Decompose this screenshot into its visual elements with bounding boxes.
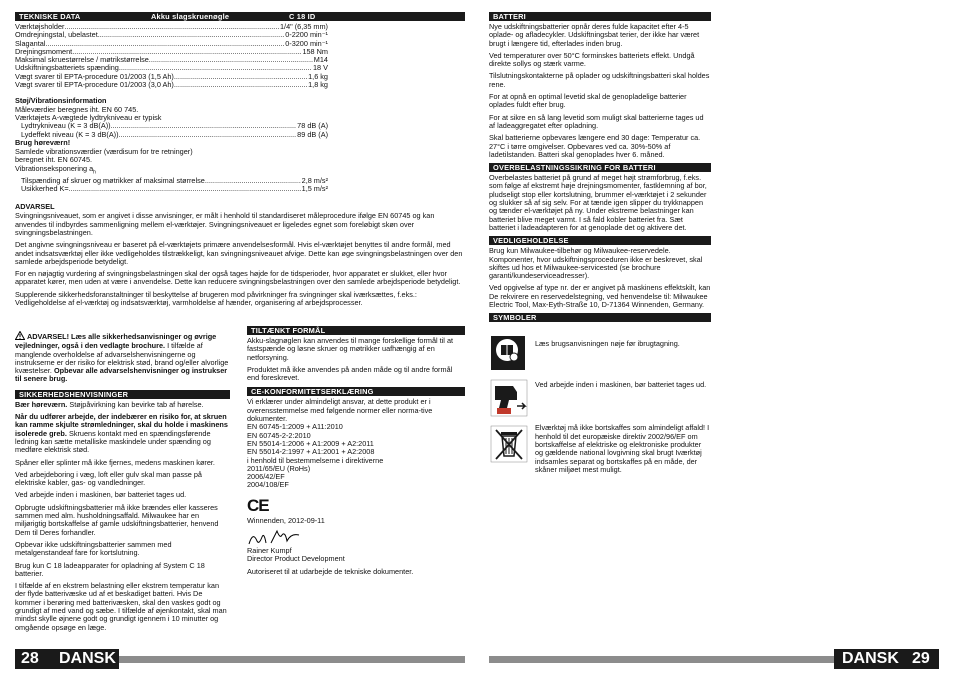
leader-dots: [69, 185, 301, 193]
ce-standard-line: 2006/42/EF: [247, 472, 285, 482]
advarsel-section: [15, 203, 465, 307]
spec-value: 0-2200 min⁻¹: [285, 31, 328, 40]
vibration-label: Vibrationseksponering a: [15, 163, 94, 173]
warning-bold-2: Opbevar alle advarselshenvisninger og instrukser til senere brug.: [15, 366, 228, 384]
safety-p6: Opbrugte udskiftningsbatterier må ikke brændes eller kasseres sammen med alm. husholdningsaffald. Milwaukee har en miljørigtig bortskaffelse af gamle udskiftningsbatterier, henvend Dem til Deres forhandler.: [15, 502, 219, 537]
noise-title: Støj/Vibrationsinformation: [15, 96, 107, 106]
weee-crossed-bin-icon: [489, 424, 529, 464]
leader-dots: [174, 81, 307, 89]
safety-p2: [15, 413, 230, 454]
spec-label: Omdrejningstal, ubelastet: [15, 31, 98, 40]
maintenance-p2: Ved opgivelse af type nr. der er angivet på maskinens effektskilt, kan De rekvirere en reservedelstegning, ved henvendelse til: Milwaukee Electric Tool, Max-Eyth-Straße 10, D-71364 Winnenden, Germany.: [489, 283, 711, 310]
safety-p7: Opbevar ikke udskiftningsbatterier sammen med metalgenstandeaf fare for kortslutning.: [15, 539, 172, 558]
left-column-1: [15, 331, 230, 636]
leader-dots: [149, 56, 313, 64]
spec-row: [15, 23, 328, 31]
spec-label: Vægt svarer til EPTA-procedure 01/2003 (1,5 Ah): [15, 72, 174, 81]
overload-header: OVERBELASTNINGSSIKRING FOR BATTERI: [489, 163, 711, 172]
spec-value: M14: [313, 56, 328, 65]
tech-data-model: C 18 ID: [289, 12, 316, 21]
symbols-header: SYMBOLER: [489, 313, 711, 322]
spec-label: Drejningsmoment: [15, 47, 73, 56]
read-manual-icon: [489, 332, 529, 372]
ce-place-date: Winnenden, 2012-09-11: [247, 515, 325, 525]
ce-authorized: Autoriseret til at udarbejde de tekniske dokumenter.: [247, 566, 414, 576]
leader-dots: [119, 64, 312, 72]
right-footer: [834, 649, 939, 669]
left-column-2: [247, 326, 465, 576]
spec-value: 1,6 kg: [308, 72, 328, 81]
vibration-line-2: beregnet iht. EN 60745.: [15, 155, 93, 165]
ce-standard-line: EN 60745-1:2009 + A11:2010: [247, 422, 343, 432]
spec-label: Værktøjsholder: [15, 23, 65, 31]
spec-row: [15, 81, 328, 89]
general-warning: [15, 331, 230, 384]
safety-p3: Spåner eller splinter må ikke fjernes, medens maskinen kører.: [15, 457, 215, 467]
symbol-row: [489, 332, 711, 372]
tech-data-title: TEKNISKE DATA: [19, 12, 81, 21]
safety-p8: Brug kun C 18 ladeapparater for opladning af System C 18 batterier.: [15, 560, 205, 578]
right-column: [489, 12, 711, 480]
advarsel-p3: For en nøjagtig vurdering af svingningsbelastningen skal der også tages højde for de tidsperioder, hvor apparatet er slukket, eller hvor apparatet kører, men uden at være i anvendelse. Dette kan reducere svingningsbelastningen over den samlede arbejdsperiode betydeligt.: [15, 269, 461, 287]
battery-header: BATTERI: [489, 12, 711, 21]
ce-standard-line: i henhold til bestemmelserne i direktiverne: [247, 455, 384, 465]
symbol-row: [489, 378, 711, 418]
spec-row: [15, 31, 328, 39]
intended-use-header: TILTÆNKT FORMÅL: [247, 326, 465, 335]
leader-dots: [111, 122, 297, 130]
safety-p1-bold: Bær høreværn.: [15, 399, 68, 409]
noise-line-2: Værktøjets A-vægtede lydtrykniveau er typisk: [15, 112, 162, 122]
left-language: DANSK: [59, 650, 116, 667]
spec-label: Vægt svarer til EPTA-procedure 01/2003 (3,0 Ah): [15, 81, 174, 90]
spec-label: Slagantal: [15, 39, 46, 48]
safety-p4: Ved arbejdeboring i væg, loft eller gulv skal man passe på elektriske kabler, gas- og vandledninger.: [15, 469, 202, 488]
noise-section: [15, 97, 328, 193]
spec-value: 1,8 kg: [308, 81, 328, 90]
vibration-subscript: h: [93, 169, 96, 176]
spec-row: [21, 122, 328, 130]
signer-name: Rainer Kumpf: [247, 546, 292, 556]
advarsel-p2: Det angivne svingningsniveau er baseret på el-værktøjets primære anvendelsesformål. Hvis el-værktøjet benyttes til andre formål, med andet indsatsværktøj eller ikke vedligeholdes tilstrækkeligt, kan svingningsniveauet afvige. Dette kan øge svingningsbelastningen over den samlede arbejdsperiode betydeligt.: [15, 240, 463, 266]
spec-label: Udskiftningsbatteriets spænding: [15, 64, 119, 73]
spec-value: 89 dB (A): [297, 130, 328, 139]
safety-p1: [15, 401, 230, 409]
safety-p2-bold: Når du udfører arbejde, der indebærer en risiko for, at skruen kan ramme skjulte strømledninger, skal du holde i maskinens isolerede greb.: [15, 412, 228, 438]
tech-data-header: [15, 12, 465, 21]
symbol-text: Elværktøj må ikke bortskaffes som almindeligt affald! I henhold til det europæiske direktiv 2002/96/EF om bortskaffelse af elektriske og elektroniske produkter og gældende national lovgivning skal brugt Iværktøj indsamles separat og bortskaffes på en måde, der skåner miljøet mest muligt.: [535, 423, 710, 474]
symbol-row: [489, 424, 711, 474]
battery-paragraph: Tilslutningskontakterne på oplader og udskiftningsbatteri skal holdes rene.: [489, 71, 710, 89]
symbol-text: Ved arbejde inden i maskinen, bør batteriet tages ud.: [535, 380, 707, 390]
spec-value: 1/4" (6,35 mm): [279, 23, 328, 31]
ce-standard-line: 2011/65/EU (RoHs): [247, 463, 311, 473]
left-footer-rule: [119, 656, 465, 663]
leader-dots: [119, 131, 297, 139]
battery-paragraph: For at sikre en så lang levetid som muligt skal batterierne tages ud af ladeaggregatet efter opladning.: [489, 112, 704, 130]
right-page-number: 29: [912, 650, 930, 667]
leader-dots: [64, 23, 279, 31]
spec-label: Maksimal skruestørrelse / møtrikstørrelse: [15, 56, 149, 65]
warning-bold-1: ADVARSEL! Læs alle sikkerhedsanvisninger og øvrige vejledninger, også i den vedlagte brochure.: [15, 332, 217, 351]
symbol-text: Læs brugsanvisningen nøje før ibrugtagning.: [535, 339, 680, 349]
tech-data-product: Akku slagskruenøgle: [151, 12, 230, 21]
ce-standards-list: [247, 423, 465, 489]
left-footer: [15, 649, 119, 669]
noise-line-1: Måleværdier beregnes iht. EN 60 745.: [15, 104, 139, 114]
ce-mark: CE: [247, 495, 269, 515]
ce-intro: Vi erklærer under almindeligt ansvar, at dette produkt er i overensstemmelse med følgende normer eller norma-tive dokumenter.: [247, 397, 433, 424]
advarsel-p4: Supplerende sikkerhedsforanstaltninger til beskyttelse af brugeren mod påvirkninger fra svingninger skal iværksættes, f.eks.: Vedligeholdelse af el-værktøj og indsatsværktøj, varmholdelse af hænder, organisering af arbejdsprocesser.: [15, 289, 417, 308]
leader-dots: [205, 177, 301, 185]
remove-battery-icon: [489, 378, 529, 418]
hearing-protection: Brug høreværn!: [15, 137, 71, 147]
leader-dots: [45, 40, 284, 48]
spec-row: [15, 40, 328, 48]
left-page: [15, 12, 465, 311]
spec-value: 78 dB (A): [297, 122, 328, 131]
intended-p1: Akku-slagnøglen kan anvendes til mange forskellige formål til at fastspænde og løsne skruer og møtrikker uafhængig af en netforsyning.: [247, 336, 454, 362]
vibration-line-1: Samlede vibrationsværdier (værdisum for tre retninger): [15, 147, 193, 157]
right-footer-rule: [489, 656, 834, 663]
battery-paragraph: Ved temperaturer over 50°C forminskes batteriets effekt. Undgå direkte sollys og stærk varme.: [489, 50, 695, 69]
battery-paragraph: Skal batterierne opbevares længere end 30 dage: Temperatur ca. 27°C i tørre omgivelser. Opbevares ved ca. 30%-50% af ladetilstanden. Batteri skal genoplades hver 6. måned.: [489, 133, 701, 159]
battery-paragraphs: [489, 23, 711, 159]
vibration-rows: [15, 177, 328, 194]
spec-label: Lydtrykniveau (K = 3 dB(A)): [21, 122, 111, 131]
spec-row: [15, 48, 328, 56]
spec-label: Lydeffekt niveau (K = 3 dB(A)): [21, 130, 119, 139]
ce-standard-line: 2004/108/EF: [247, 480, 289, 490]
leader-dots: [98, 31, 284, 39]
spec-value: 18 V: [312, 64, 328, 73]
spec-value: 1,5 m/s²: [301, 184, 328, 193]
advarsel-p1: Svingningsniveauet, som er angivet i disse anvisninger, er målt i henhold til standardiseret måleprocedure ifølge EN 60745 og kan anvendes til indbyrdes sammenligning mellem el-værktøjer. Svingningsniveauet er ligeledes egnet som foreløbigt skøn over svingningsbelastningen.: [15, 211, 435, 237]
safety-p5: Ved arbejde inden i maskinen, bør batteriet tages ud.: [15, 490, 187, 500]
maintenance-header: VEDLIGEHOLDELSE: [489, 236, 711, 245]
spec-row: [15, 56, 328, 64]
safety-p2-text: Skruens kontakt med en spændingsførende ledning kan sætte metalliske maskindele under spænding og medføre elektrisk stød.: [15, 428, 211, 455]
warning-normal: I tilfælde af manglende overholdelse af advarselshenvisningerne og instrukserne er der risiko for elektrisk stød, brand og/eller alvorlige kvæstelser.: [15, 341, 229, 376]
spec-value: 0-3200 min⁻¹: [285, 39, 328, 48]
safety-header: SIKKERHEDSHENVISNINGER: [15, 390, 230, 399]
signature: [247, 529, 465, 547]
right-language: DANSK: [842, 650, 899, 667]
safety-p1-text: Støjpåvirkning kan bevirke tab af hørelse.: [67, 399, 204, 409]
spec-row: [15, 73, 328, 81]
battery-paragraph: For at opnå en optimal levetid skal de genopladelige batterier oplades fuldt efter brug.: [489, 92, 687, 110]
spec-value: 2,8 m/s²: [301, 176, 328, 185]
spec-value: 158 Nm: [302, 47, 328, 56]
spec-label: Tilspænding af skruer og møtrikker af maksimal størrelse: [21, 176, 205, 185]
noise-rows: [15, 122, 328, 139]
leader-dots: [72, 48, 301, 56]
ce-standard-line: EN 60745-2-2:2010: [247, 430, 311, 440]
spec-row: [21, 185, 328, 193]
intended-p2: Produktet må ikke anvendes på anden måde og til andre formål end foreskrevet.: [247, 364, 453, 383]
ce-header: CE-KONFORMITETSERKLÆRING: [247, 387, 465, 396]
ce-standard-line: EN 55014-2:1997 + A1:2001 + A2:2008: [247, 447, 375, 457]
safety-p9: I tilfælde af en ekstrem belastning eller ekstrem temperatur kan der flyde batterivæske ud af et beskadiget batteri. Hvis De kommer i berøring med batterivæsken, skal den vaskes godt og grundigt af med vand og sæbe. I tilfælde af øjenkontakt, skal man mindst skylle øjnene godt og grundigt igennem i 10 minutter og omgående opsøge en læge.: [15, 581, 227, 632]
maintenance-p1: Brug kun Milwaukee-tilbehør og Milwaukee-reservedele. Komponenter, hvor udskiftningsproceduren ikke er beskrevet, skal skiftes ud hos et Milwaukee-servicested (se brochure garanti/kundeserviceadresser).: [489, 246, 703, 281]
spec-row: [15, 64, 328, 72]
ce-standard-line: EN 55014-1:2006 + A1:2009 + A2:2011: [247, 438, 374, 448]
leader-dots: [174, 73, 307, 81]
vibration-line-3: [15, 165, 328, 177]
advarsel-title: ADVARSEL: [15, 202, 55, 212]
battery-paragraph: Nye udskiftningsbatterier opnår deres fulde kapacitet efter 4-5 oplade- og afladecykler. Udskiftningsbat terier, der ikke har været brugt i længere tid, efterlades inden brug.: [489, 22, 700, 48]
spec-list: [15, 23, 328, 89]
signer-role: Director Product Development: [247, 554, 345, 564]
overload-p1: Overbelastes batteriet på grund af meget højt strømforbrug, f.eks. som følge af ekstremt høje drejningsmomenter, fastklemning af bor, pludseligt stop eller kortslutning, brummer el-værktøjet i 2 sekunder og slukker så af sig selv. For at tænde igen slipper du trykknappen og tænder el-værktøjet på ny. Under ekstreme belastninger kan batteriet blive meget varmt. I så fald kobler batteriet fra. Sæt batteriet i ladeadapteren for at genoplade det og aktivere det.: [489, 173, 707, 232]
spec-row: [21, 177, 328, 185]
left-page-number: 28: [21, 650, 39, 667]
spec-label: Usikkerhed K=: [21, 184, 69, 193]
